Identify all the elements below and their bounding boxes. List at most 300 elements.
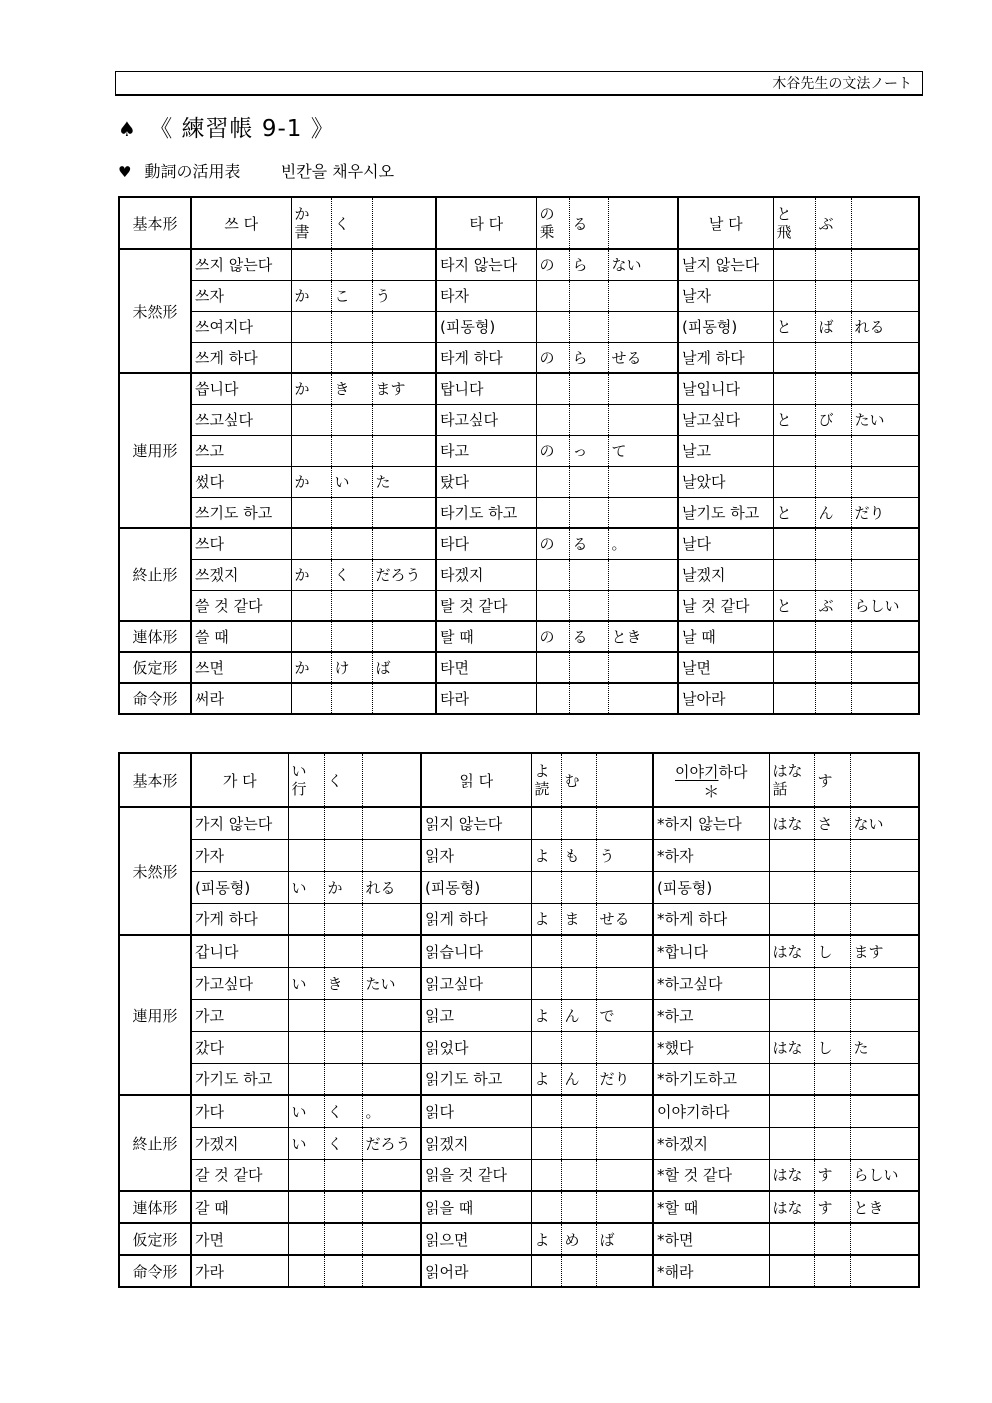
answer-cell (324, 1255, 362, 1287)
table-row (119, 839, 919, 871)
answer-cell (288, 1255, 324, 1287)
kanji: 書 (294, 223, 310, 241)
answer-cell (773, 683, 815, 714)
furigana: と (776, 205, 792, 223)
table-row (119, 559, 919, 590)
answer-cell: き (324, 967, 362, 999)
prompt-cell: 타자 (436, 280, 536, 311)
answer-cell (536, 497, 569, 528)
answer-cell (569, 497, 608, 528)
prompt-cell: *하지 않는다 (653, 807, 769, 839)
answer-cell (536, 683, 569, 714)
answer-cell: の (536, 621, 569, 652)
answer-cell (372, 249, 436, 280)
answer-cell (773, 435, 815, 466)
answer-cell (814, 839, 850, 871)
spade-icon: ♠ (118, 117, 137, 141)
answer-cell: ない (850, 807, 919, 839)
table-row (119, 1127, 919, 1159)
answer-cell: か (324, 871, 362, 903)
answer-cell (372, 683, 436, 714)
prompt-cell: 날 것 같다 (678, 590, 773, 621)
answer-cell (531, 1127, 561, 1159)
answer-cell (331, 590, 372, 621)
answer-cell (291, 404, 331, 435)
verb-base-form-3: 이야기하다 ＊ (653, 753, 769, 807)
answer-cell: で (596, 999, 653, 1031)
prompt-cell: 날고싶다 (678, 404, 773, 435)
answer-cell: れる (362, 871, 421, 903)
prompt-cell: 읽었다 (421, 1031, 531, 1063)
answer-cell (608, 683, 678, 714)
answer-cell (851, 528, 919, 559)
answer-cell (362, 1031, 421, 1063)
prompt-cell: *하겠지 (653, 1127, 769, 1159)
answer-cell (815, 652, 851, 683)
answer-cell (561, 807, 596, 839)
answer-cell (569, 373, 608, 404)
answer-cell (536, 652, 569, 683)
prompt-cell: 쓰고 (191, 435, 291, 466)
prompt-cell: 써라 (191, 683, 291, 714)
kanji: 読 (534, 780, 550, 798)
answer-cell (536, 280, 569, 311)
answer-cell (291, 311, 331, 342)
prompt-cell: 읽게 하다 (421, 903, 531, 935)
answer-cell: か (291, 280, 331, 311)
prompt-cell: 가게 하다 (191, 903, 288, 935)
answer-cell (851, 342, 919, 373)
header-blank-cell (851, 197, 919, 249)
answer-cell (814, 871, 850, 903)
answer-cell (324, 1031, 362, 1063)
answer-cell (536, 590, 569, 621)
answer-cell: ら (569, 249, 608, 280)
answer-cell (561, 1255, 596, 1287)
answer-cell (769, 967, 814, 999)
prompt-cell: 읽고 (421, 999, 531, 1031)
answer-cell (850, 1095, 919, 1127)
prompt-cell: 갈 것 같다 (191, 1159, 288, 1191)
answer-cell (288, 839, 324, 871)
verb-okurigana-3: ぶ (815, 197, 851, 249)
header-blank-cell (850, 753, 919, 807)
answer-cell (815, 621, 851, 652)
answer-cell: ら (569, 342, 608, 373)
prompt-cell: 갑니다 (191, 935, 288, 967)
answer-cell (596, 1127, 653, 1159)
prompt-cell: *합니다 (653, 935, 769, 967)
answer-cell: と (773, 404, 815, 435)
answer-cell (569, 559, 608, 590)
answer-cell (851, 559, 919, 590)
answer-cell (536, 311, 569, 342)
answer-cell (561, 1031, 596, 1063)
answer-cell (531, 807, 561, 839)
header-blank-cell (362, 753, 421, 807)
verb-kana-kanji-1 (288, 753, 324, 807)
prompt-cell: 읽지 않는다 (421, 807, 531, 839)
row-group-label: 未然形 (119, 249, 191, 373)
answer-cell (769, 1255, 814, 1287)
answer-cell (531, 871, 561, 903)
answer-cell (362, 1159, 421, 1191)
prompt-cell: 타기도 하고 (436, 497, 536, 528)
row-group-label: 連用形 (119, 373, 191, 528)
answer-cell (569, 404, 608, 435)
prompt-cell: 씁니다 (191, 373, 291, 404)
answer-cell (608, 652, 678, 683)
answer-cell: か (291, 559, 331, 590)
answer-cell (331, 249, 372, 280)
prompt-cell: 쓸 때 (191, 621, 291, 652)
answer-cell (773, 652, 815, 683)
verb-okurigana-1: く (331, 197, 372, 249)
prompt-cell: 읽을 때 (421, 1191, 531, 1223)
header-note-box (115, 71, 923, 96)
row-group-label: 連体形 (119, 621, 191, 652)
answer-cell (773, 280, 815, 311)
answer-cell: よ (531, 903, 561, 935)
answer-cell: め (561, 1223, 596, 1255)
answer-cell: か (291, 466, 331, 497)
answer-cell (531, 1255, 561, 1287)
table-row (119, 871, 919, 903)
answer-cell (362, 1063, 421, 1095)
prompt-cell: 가기도 하고 (191, 1063, 288, 1095)
row-group-label: 終止形 (119, 528, 191, 621)
answer-cell (531, 1031, 561, 1063)
answer-cell: し (814, 935, 850, 967)
prompt-cell: 쓰기도 하고 (191, 497, 291, 528)
answer-cell: ば (596, 1223, 653, 1255)
answer-cell (569, 280, 608, 311)
answer-cell (815, 280, 851, 311)
answer-cell: か (291, 652, 331, 683)
answer-cell (851, 280, 919, 311)
answer-cell: 。 (362, 1095, 421, 1127)
prompt-cell: 탔다 (436, 466, 536, 497)
answer-cell: よ (531, 999, 561, 1031)
answer-cell (769, 999, 814, 1031)
table-header-row (119, 753, 919, 807)
answer-cell (569, 590, 608, 621)
answer-cell (291, 342, 331, 373)
table-row (119, 435, 919, 466)
answer-cell (850, 903, 919, 935)
answer-cell: う (372, 280, 436, 311)
answer-cell: の (536, 528, 569, 559)
answer-cell: か (291, 373, 331, 404)
table-row (119, 342, 919, 373)
answer-cell (372, 311, 436, 342)
table-row (119, 1095, 919, 1127)
answer-cell (815, 249, 851, 280)
prompt-cell: 타라 (436, 683, 536, 714)
furigana: よ (534, 762, 550, 780)
answer-cell: ない (608, 249, 678, 280)
answer-cell: はな (769, 935, 814, 967)
prompt-cell: *하자 (653, 839, 769, 871)
answer-cell (362, 1223, 421, 1255)
answer-cell (291, 590, 331, 621)
answer-cell: だり (851, 497, 919, 528)
answer-cell: だり (596, 1063, 653, 1095)
answer-cell (850, 1063, 919, 1095)
prompt-cell: 가겠지 (191, 1127, 288, 1159)
prompt-cell: 갔다 (191, 1031, 288, 1063)
verb-kana-kanji-2 (531, 753, 561, 807)
verb-okurigana-2: る (569, 197, 608, 249)
answer-cell (331, 497, 372, 528)
table-row (119, 590, 919, 621)
answer-cell (536, 404, 569, 435)
answer-cell (773, 249, 815, 280)
prompt-cell: 날기도 하고 (678, 497, 773, 528)
verb-base-form-3: 날 다 (678, 197, 773, 249)
prompt-cell: 타지 않는다 (436, 249, 536, 280)
answer-cell (291, 683, 331, 714)
prompt-cell: 쓰여지다 (191, 311, 291, 342)
table-row (119, 935, 919, 967)
answer-cell: け (331, 652, 372, 683)
table-row (119, 1191, 919, 1223)
answer-cell (850, 1223, 919, 1255)
answer-cell (331, 311, 372, 342)
answer-cell (814, 1255, 850, 1287)
answer-cell (561, 1191, 596, 1223)
prompt-cell: 읽자 (421, 839, 531, 871)
answer-cell (773, 373, 815, 404)
answer-cell (769, 1095, 814, 1127)
prompt-cell: (피동형) (421, 871, 531, 903)
row-group-label: 命令形 (119, 683, 191, 714)
answer-cell (291, 621, 331, 652)
prompt-cell: (피동형) (653, 871, 769, 903)
answer-cell (536, 559, 569, 590)
answer-cell: い (288, 1095, 324, 1127)
answer-cell: だろう (372, 559, 436, 590)
verb-kana-kanji-1 (291, 197, 331, 249)
answer-cell (324, 903, 362, 935)
answer-cell (769, 1063, 814, 1095)
table-row (119, 404, 919, 435)
answer-cell: す (814, 1159, 850, 1191)
prompt-cell: 날입니다 (678, 373, 773, 404)
answer-cell: き (331, 373, 372, 404)
answer-cell (596, 1191, 653, 1223)
verb-kana-kanji-3 (773, 197, 815, 249)
answer-cell (814, 999, 850, 1031)
answer-cell (850, 999, 919, 1031)
answer-cell: い (288, 967, 324, 999)
table-header-row (119, 197, 919, 249)
prompt-cell: *해라 (653, 1255, 769, 1287)
answer-cell: たい (851, 404, 919, 435)
conjugation-table-2 (118, 752, 920, 1288)
answer-cell (372, 590, 436, 621)
answer-cell: ん (561, 1063, 596, 1095)
heart-icon: ♥ (118, 163, 132, 181)
answer-cell: はな (769, 1159, 814, 1191)
answer-cell (850, 1127, 919, 1159)
prompt-cell: 읽을 것 같다 (421, 1159, 531, 1191)
prompt-cell: 읽습니다 (421, 935, 531, 967)
answer-cell: れる (851, 311, 919, 342)
answer-cell (288, 903, 324, 935)
answer-cell (288, 1031, 324, 1063)
answer-cell (815, 559, 851, 590)
prompt-cell: 날지 않는다 (678, 249, 773, 280)
answer-cell (288, 1159, 324, 1191)
kanji: 行 (291, 780, 307, 798)
answer-cell (851, 249, 919, 280)
subtitle-korean: 빈칸을 채우시오 (280, 162, 395, 181)
answer-cell (596, 935, 653, 967)
answer-cell (288, 1223, 324, 1255)
prompt-cell: 가면 (191, 1223, 288, 1255)
furigana: の (539, 205, 555, 223)
answer-cell (324, 1191, 362, 1223)
prompt-cell: 타다 (436, 528, 536, 559)
answer-cell (324, 1223, 362, 1255)
row-group-label: 連用形 (119, 935, 191, 1095)
answer-cell (769, 871, 814, 903)
answer-cell: く (331, 559, 372, 590)
answer-cell: の (536, 342, 569, 373)
answer-cell (324, 807, 362, 839)
answer-cell (596, 1159, 653, 1191)
answer-cell (531, 935, 561, 967)
answer-cell: せる (596, 903, 653, 935)
prompt-cell: *하게 하다 (653, 903, 769, 935)
prompt-cell: *했다 (653, 1031, 769, 1063)
answer-cell (288, 1191, 324, 1223)
answer-cell (815, 528, 851, 559)
answer-cell: ん (815, 497, 851, 528)
answer-cell: る (569, 528, 608, 559)
subtitle-japanese: 動詞の活用表 (144, 162, 241, 181)
answer-cell: だろう (362, 1127, 421, 1159)
verb-okurigana-1: く (324, 753, 362, 807)
answer-cell (815, 683, 851, 714)
verb-okurigana-3: す (814, 753, 850, 807)
answer-cell (596, 871, 653, 903)
prompt-cell: 쓸 것 같다 (191, 590, 291, 621)
answer-cell: はな (769, 807, 814, 839)
prompt-cell: 이야기하다 (653, 1095, 769, 1127)
prompt-cell: 읽으면 (421, 1223, 531, 1255)
prompt-cell: 타고싶다 (436, 404, 536, 435)
table-row (119, 967, 919, 999)
answer-cell: の (536, 435, 569, 466)
answer-cell (331, 621, 372, 652)
answer-cell (769, 1223, 814, 1255)
prompt-cell: 읽다 (421, 1095, 531, 1127)
answer-cell: はな (769, 1031, 814, 1063)
answer-cell: よ (531, 1063, 561, 1095)
page-subtitle (118, 159, 394, 182)
prompt-cell: 날겠지 (678, 559, 773, 590)
answer-cell: よ (531, 839, 561, 871)
answer-cell: す (814, 1191, 850, 1223)
answer-cell (561, 967, 596, 999)
answer-cell (324, 1063, 362, 1095)
answer-cell: とき (608, 621, 678, 652)
row-group-label: 終止形 (119, 1095, 191, 1191)
answer-cell: う (596, 839, 653, 871)
verb-underlined-part: 이야기 (675, 762, 719, 781)
answer-cell (569, 311, 608, 342)
answer-cell (561, 1095, 596, 1127)
answer-cell (596, 807, 653, 839)
answer-cell: び (815, 404, 851, 435)
answer-cell (596, 1031, 653, 1063)
answer-cell: ば (372, 652, 436, 683)
answer-cell (331, 528, 372, 559)
answer-cell (288, 999, 324, 1031)
prompt-cell: 타면 (436, 652, 536, 683)
row-group-label: 仮定形 (119, 1223, 191, 1255)
prompt-cell: (피동형) (678, 311, 773, 342)
answer-cell (596, 967, 653, 999)
answer-cell: と (773, 497, 815, 528)
answer-cell (291, 435, 331, 466)
answer-cell (814, 1063, 850, 1095)
answer-cell (536, 373, 569, 404)
answer-cell: ば (815, 311, 851, 342)
table-row (119, 1031, 919, 1063)
verb-base-form-2: 읽 다 (421, 753, 531, 807)
answer-cell (814, 1127, 850, 1159)
prompt-cell: 읽기도 하고 (421, 1063, 531, 1095)
answer-cell: と (773, 590, 815, 621)
prompt-cell: 가고 (191, 999, 288, 1031)
answer-cell: も (561, 839, 596, 871)
row-group-label: 仮定形 (119, 652, 191, 683)
answer-cell (362, 999, 421, 1031)
answer-cell (608, 590, 678, 621)
answer-cell: ま (561, 903, 596, 935)
answer-cell (372, 435, 436, 466)
answer-cell: ます (372, 373, 436, 404)
answer-cell: とき (850, 1191, 919, 1223)
answer-cell (773, 559, 815, 590)
prompt-cell: *하기도하고 (653, 1063, 769, 1095)
answer-cell (331, 435, 372, 466)
prompt-cell: 날아라 (678, 683, 773, 714)
conjugation-table-1 (118, 196, 920, 715)
answer-cell: ん (561, 999, 596, 1031)
answer-cell (372, 528, 436, 559)
prompt-cell: 날 때 (678, 621, 773, 652)
answer-cell (814, 1095, 850, 1127)
answer-cell: た (372, 466, 436, 497)
prompt-cell: 날자 (678, 280, 773, 311)
answer-cell (331, 342, 372, 373)
row-group-label: 命令形 (119, 1255, 191, 1287)
answer-cell (331, 683, 372, 714)
answer-cell (850, 1255, 919, 1287)
answer-cell: はな (769, 1191, 814, 1223)
answer-cell (851, 373, 919, 404)
prompt-cell: 날면 (678, 652, 773, 683)
answer-cell: ます (850, 935, 919, 967)
answer-cell: らしい (850, 1159, 919, 1191)
prompt-cell: 타게 하다 (436, 342, 536, 373)
answer-cell (291, 497, 331, 528)
prompt-cell: 가지 않는다 (191, 807, 288, 839)
